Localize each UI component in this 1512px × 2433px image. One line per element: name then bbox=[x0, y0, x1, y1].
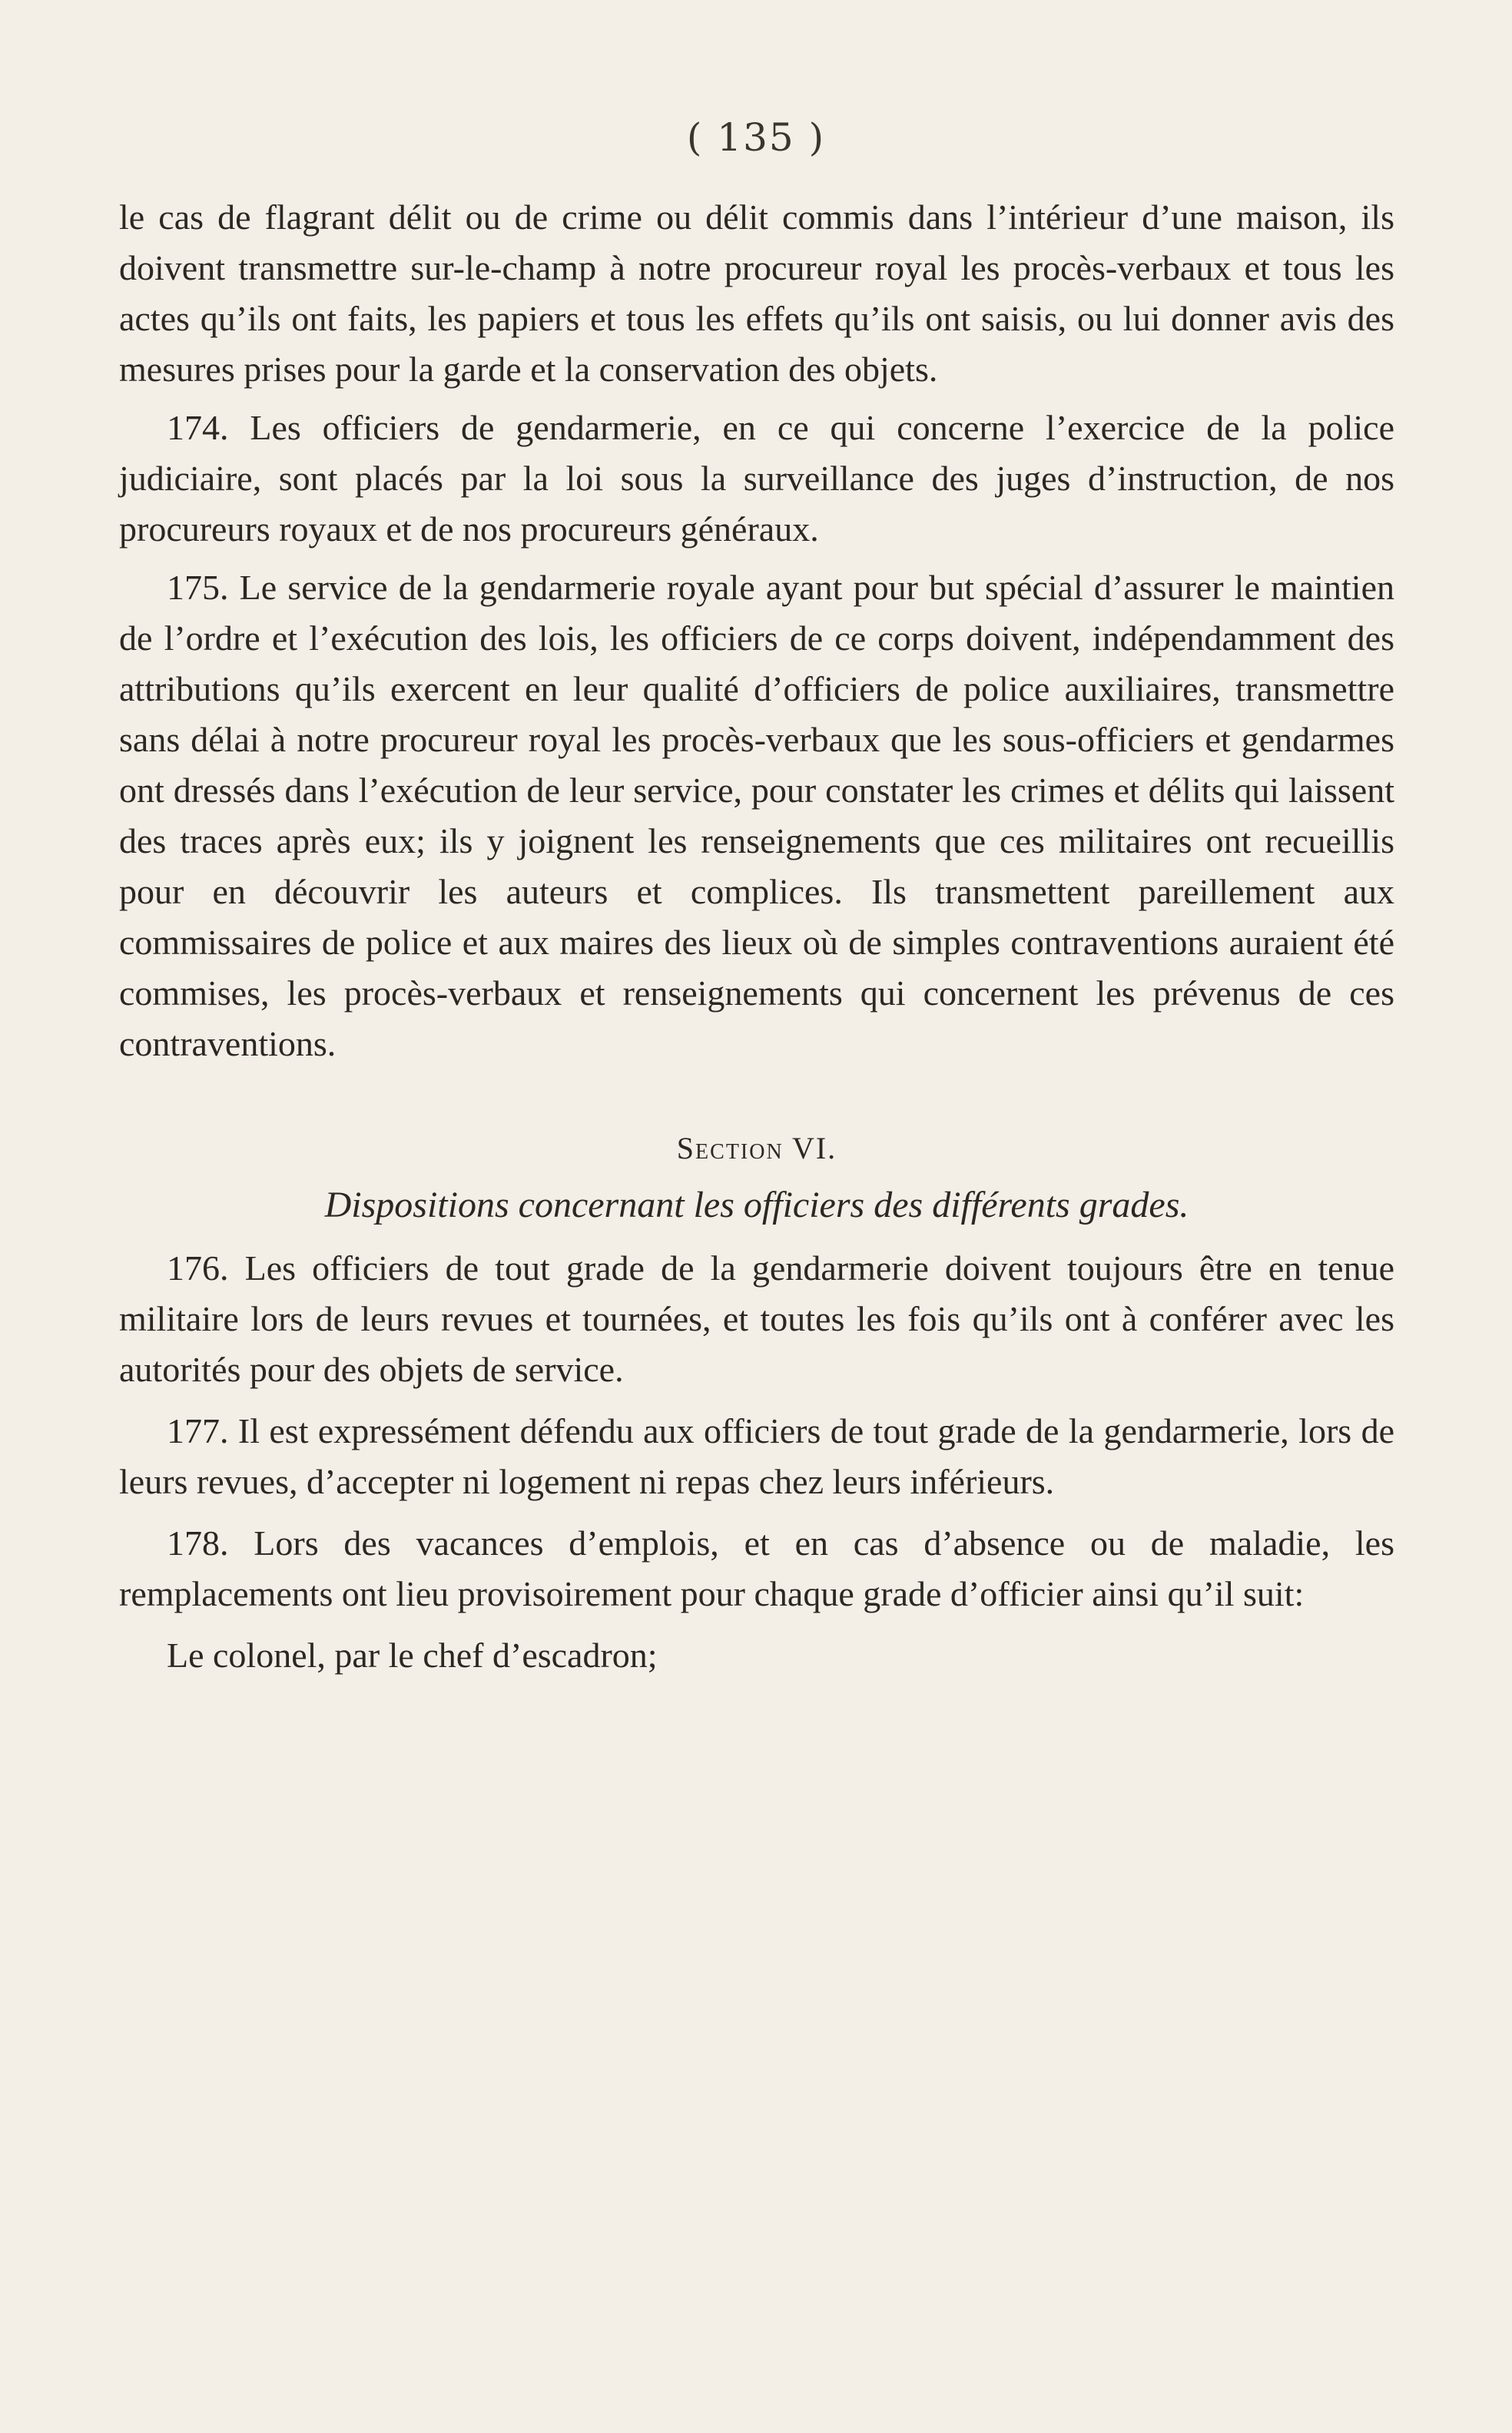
paragraph-175: 175. Le service de la gendarmerie royale ayant pour but spécial d’assurer le maintien de l’ordre et l’exécution des lois, les officiers de ce corps doivent, indépendamment des attributions qu’ils exercent en leur qualité d’officiers de police auxiliaires, transmettre sans délai à notre procureur royal les procès-verbaux que les sous-officiers et gendarmes ont dressés dans l’exécution de leur service, pour constater les crimes et délits qui laissent des traces après eux; ils y joignent les renseignements que ces militaires ont recueillis pour en découvrir les auteurs et complices. Ils transmettent pareillement aux commissaires de police et aux maires des lieux où de simples contraventions auraient été commises, les procès-verbaux et renseignements qui concernent les prévenus de ces contraventions. bbox=[119, 568, 1394, 1063]
body-text bbox=[119, 192, 1394, 1681]
paragraph-177: 177. Il est expressément défendu aux officiers de tout grade de la gendarmerie, lors de leurs revues, d’accepter ni logement ni repas chez leurs inférieurs. bbox=[119, 1411, 1394, 1501]
paragraph-178: 178. Lors des vacances d’emplois, et en cas d’absence ou de maladie, les remplacements ont lieu provisoirement pour chaque grade d’officier ainsi qu’il suit: bbox=[119, 1523, 1394, 1613]
section-heading: Section VI. bbox=[676, 1131, 837, 1165]
paragraph-173-continued: le cas de flagrant délit ou de crime ou délit commis dans l’intérieur d’une maison, ils doivent transmettre sur-le-champ à notre procureur royal les procès-verbaux et tous les actes qu’ils ont faits, les papiers et tous les effets qu’ils ont saisis, ou lui donner avis des mesures prises pour la garde et la conservation des objets. bbox=[119, 197, 1394, 389]
section-title: Dispositions concernant les officiers des différents grades. bbox=[324, 1185, 1189, 1225]
paragraph-178-item-colonel: Le colonel, par le chef d’escadron; bbox=[167, 1636, 658, 1675]
paragraph-176: 176. Les officiers de tout grade de la gendarmerie doivent toujours être en tenue militaire lors de leurs revues et tournées, et toutes les fois qu’ils ont à conférer avec les autorités pour des objets de service. bbox=[119, 1248, 1394, 1389]
page-number: ( 135 ) bbox=[686, 115, 826, 160]
paragraph-174: 174. Les officiers de gendarmerie, en ce qui concerne l’exercice de la police judiciaire, sont placés par la loi sous la surveillance des juges d’instruction, de nos procureurs royaux et de nos procureurs généraux. bbox=[119, 408, 1394, 549]
